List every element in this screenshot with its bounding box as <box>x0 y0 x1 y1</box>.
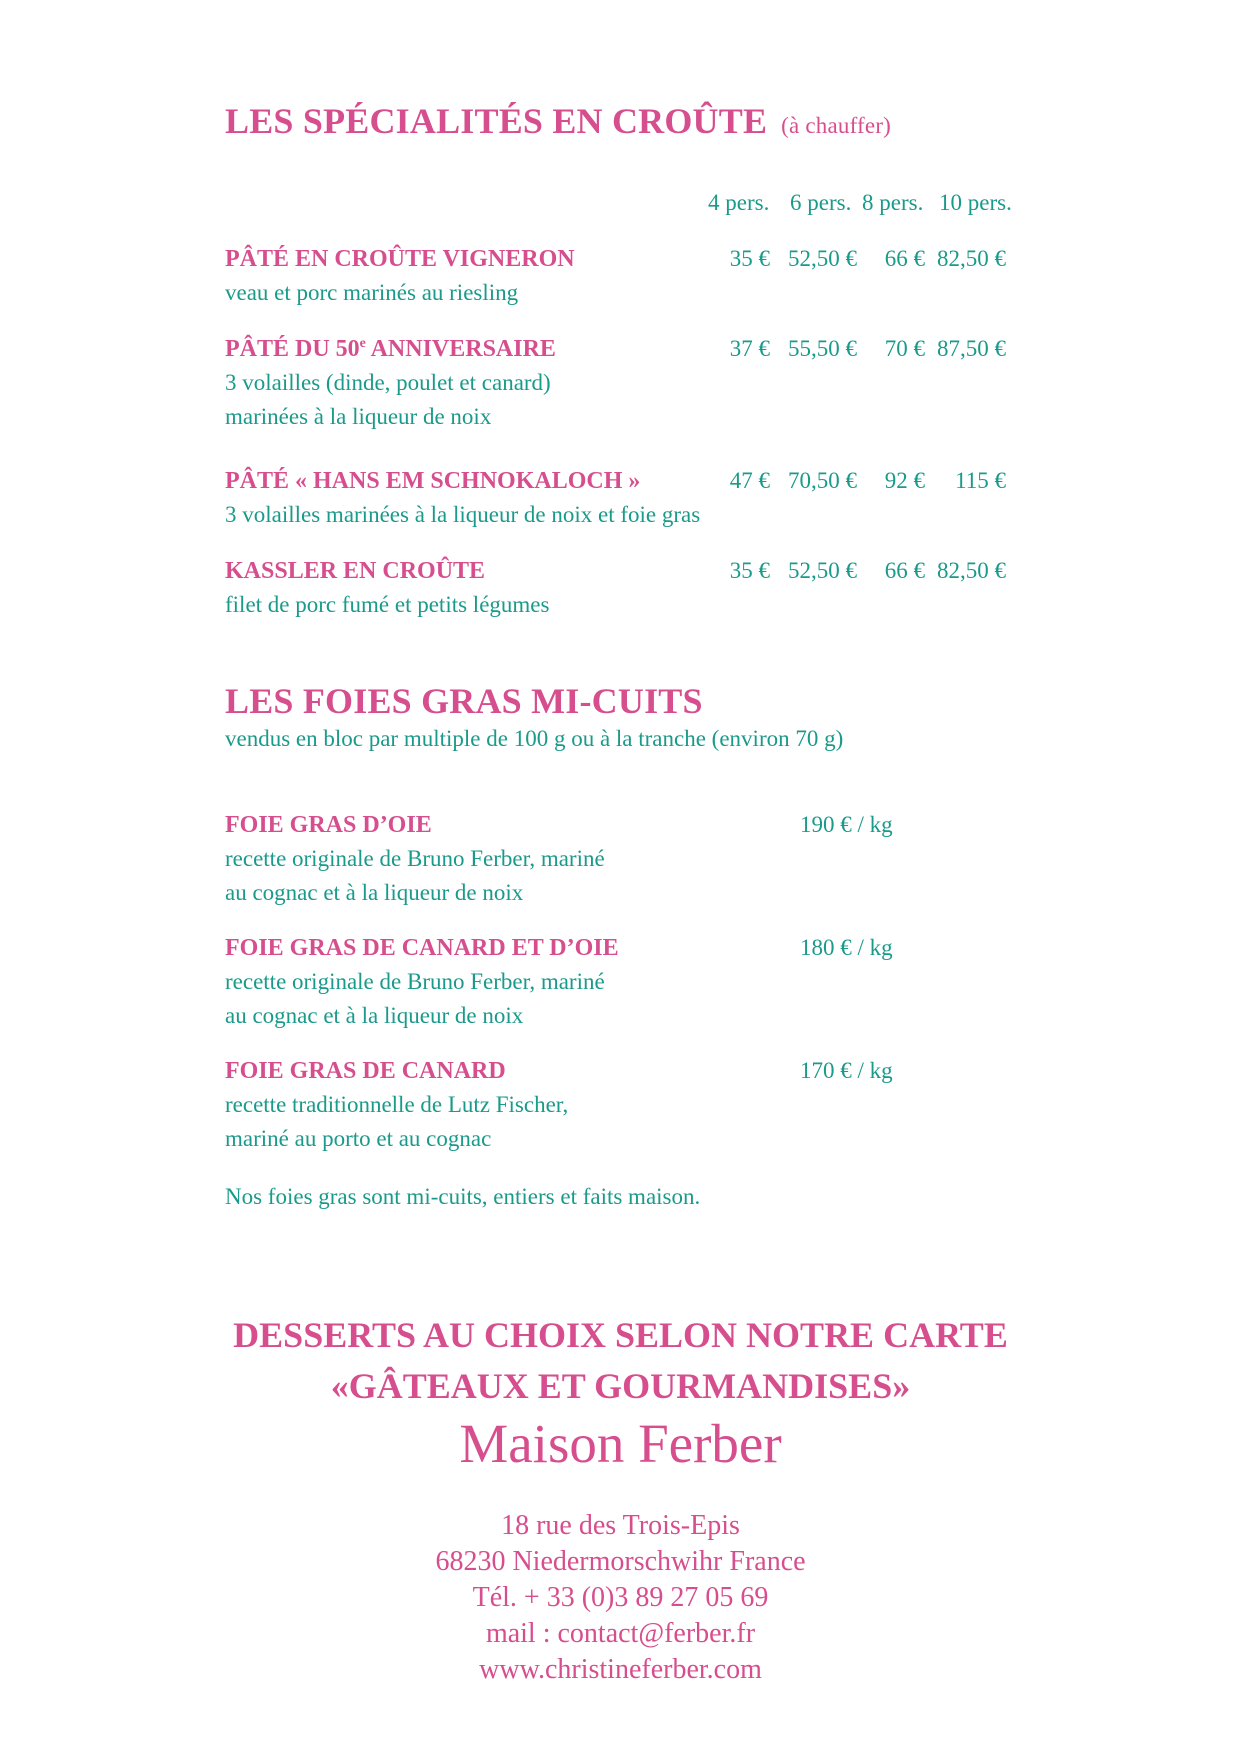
price-8-pers: 92 € <box>884 468 925 493</box>
contact-mail[interactable]: mail : contact@ferber.fr <box>485 1618 756 1649</box>
foie-item-price: 170 € / kg <box>800 1058 893 1083</box>
title-rest: ANNIVERSAIRE <box>365 336 556 362</box>
croute-item-desc: 3 volailles marinées à la liqueur de noix et foie gras <box>225 502 701 527</box>
price-6-pers: 55,50 € <box>788 336 857 361</box>
foie-item-price: 180 € / kg <box>800 935 893 960</box>
price-8-pers: 66 € <box>884 246 925 271</box>
price-6-pers: 52,50 € <box>788 558 857 583</box>
header-8-pers: 8 pers. <box>862 190 924 215</box>
croute-item-desc: filet de porc fumé et petits légumes <box>225 592 550 617</box>
foies-subtitle: vendus en bloc par multiple de 100 g ou à la tranche (environ 70 g) <box>225 726 844 751</box>
desserts-block <box>0 1310 1241 1412</box>
price-10-pers: 115 € <box>955 468 1006 493</box>
croute-item-title <box>225 336 556 363</box>
croute-item-desc: veau et porc marinés au riesling <box>225 280 519 305</box>
price-6-pers: 70,50 € <box>788 468 857 493</box>
price-6-pers: 52,50 € <box>788 246 857 271</box>
foie-item-desc: au cognac et à la liqueur de noix <box>225 880 524 905</box>
title-sup: e <box>359 336 366 351</box>
croute-section-title <box>225 100 891 142</box>
header-10-pers: 10 pers. <box>939 190 1012 215</box>
croute-item-desc: 3 volailles (dinde, poulet et canard) <box>225 370 551 395</box>
foie-item-desc: recette originale de Bruno Ferber, mariné <box>225 846 605 871</box>
price-10-pers: 82,50 € <box>937 246 1006 271</box>
price-8-pers: 66 € <box>884 558 925 583</box>
price-10-pers: 82,50 € <box>937 558 1006 583</box>
header-6-pers: 6 pers. <box>790 190 852 215</box>
title-main: PÂTÉ DU 50 <box>225 336 360 362</box>
croute-item-title: KASSLER EN CROÛTE <box>225 558 486 584</box>
foie-item-desc: au cognac et à la liqueur de noix <box>225 1003 524 1028</box>
foie-item-title: FOIE GRAS DE CANARD <box>225 1058 506 1084</box>
price-8-pers: 70 € <box>884 336 925 361</box>
contact-website-link[interactable]: www.christineferber.com <box>479 1654 762 1685</box>
contact-city: 68230 Niedermorschwihr France <box>435 1546 806 1577</box>
foie-item-title: FOIE GRAS DE CANARD ET D’OIE <box>225 935 619 961</box>
header-4-pers: 4 pers. <box>708 190 770 215</box>
brand-name: Maison Ferber <box>459 1413 782 1474</box>
foie-item-desc: recette traditionnelle de Lutz Fischer, <box>225 1092 569 1117</box>
croute-title: LES SPÉCIALITÉS EN CROÛTE <box>225 101 768 141</box>
contact-street: 18 rue des Trois-Epis <box>501 1510 740 1541</box>
contact-phone: Tél. + 33 (0)3 89 27 05 69 <box>472 1582 769 1613</box>
desserts-line-2: «GÂTEAUX ET GOURMANDISES» <box>330 1366 911 1406</box>
croute-item-title: PÂTÉ EN CROÛTE VIGNERON <box>225 246 575 272</box>
price-4-pers: 37 € <box>729 336 770 361</box>
foie-item-desc: mariné au porto et au cognac <box>225 1126 492 1151</box>
foies-footnote: Nos foies gras sont mi-cuits, entiers et faits maison. <box>225 1184 701 1209</box>
price-10-pers: 87,50 € <box>937 336 1006 361</box>
price-4-pers: 35 € <box>729 558 770 583</box>
foie-item-title: FOIE GRAS D’OIE <box>225 812 432 838</box>
foie-item-desc: recette originale de Bruno Ferber, mariné <box>225 969 605 994</box>
price-4-pers: 47 € <box>729 468 770 493</box>
foies-title: LES FOIES GRAS MI-CUITS <box>225 681 703 721</box>
desserts-line-1: DESSERTS AU CHOIX SELON NOTRE CARTE <box>233 1315 1008 1355</box>
croute-item-title: PÂTÉ « HANS EM SCHNOKALOCH » <box>225 468 641 494</box>
price-4-pers: 35 € <box>729 246 770 271</box>
contact-block <box>0 1508 1241 1688</box>
croute-note: (à chauffer) <box>781 113 892 138</box>
foie-item-price: 190 € / kg <box>800 812 893 837</box>
croute-item-desc: marinées à la liqueur de noix <box>225 404 492 429</box>
